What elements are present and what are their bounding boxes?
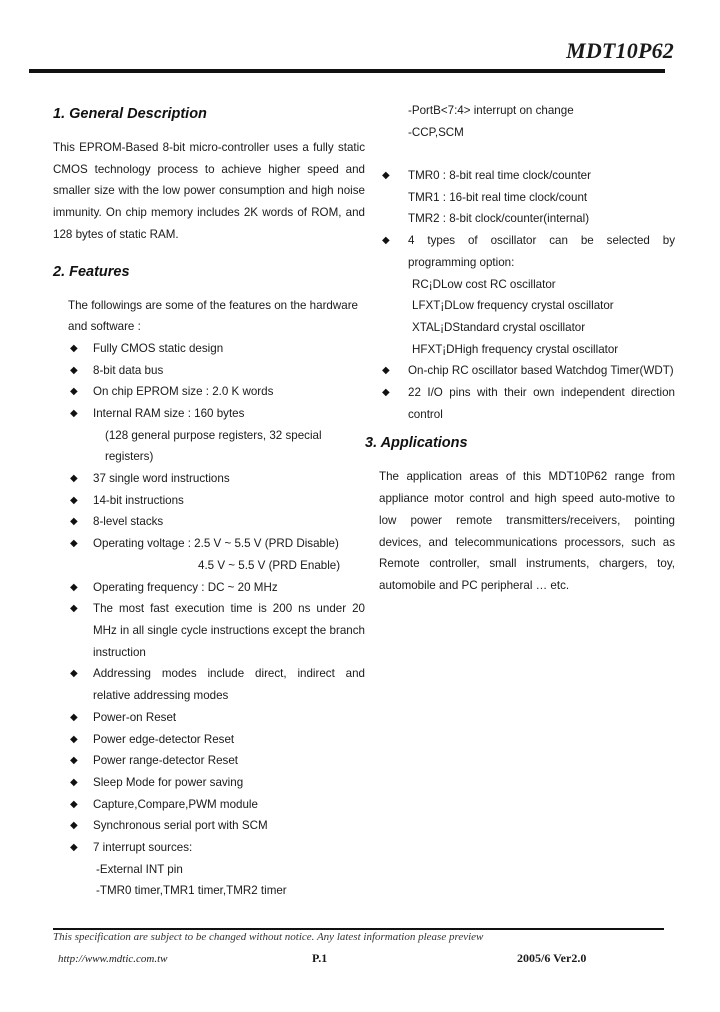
voltage-line2: 4.5 V ~ 5.5 V (PRD Enable) xyxy=(198,558,341,572)
feature-item: ◆ Synchronous serial port with SCM xyxy=(53,815,365,837)
feature-item: ◆ 8-bit data bus xyxy=(53,360,365,382)
interrupt-source: -PortB<7:4> interrupt on change xyxy=(408,104,574,117)
diamond-bullet-icon: ◆ xyxy=(70,603,78,615)
diamond-bullet-icon: ◆ xyxy=(70,342,78,354)
feature-item: ◆ Addressing modes include direct, indirect and relative addressing modes xyxy=(53,663,365,706)
feature-item: ◆ 7 interrupt sources: xyxy=(53,837,365,859)
ram-note-line1: (128 general purpose registers, 32 special xyxy=(105,428,322,442)
diamond-bullet-icon: ◆ xyxy=(70,408,78,419)
footer-url: http://www.mdtic.com.tw xyxy=(58,953,168,965)
feature-item: ◆ The most fast execution time is 200 ns under 20 MHz in all single cycle instructions except the branch instruction xyxy=(53,598,365,663)
diamond-bullet-icon: ◆ xyxy=(70,798,78,810)
diamond-bullet-icon: ◆ xyxy=(70,538,78,550)
diamond-bullet-icon: ◆ xyxy=(70,668,78,680)
diamond-bullet-icon: ◆ xyxy=(70,581,78,593)
feature-item: ◆ Power edge-detector Reset xyxy=(53,729,365,751)
footer-disclaimer: This specification are subject to be changed without notice. Any latest information please preview xyxy=(53,931,484,943)
feature-item: ◆ 4 types of oscillator can be selected by programming option: xyxy=(379,230,675,273)
diamond-bullet-icon: ◆ xyxy=(70,386,78,398)
header-rule xyxy=(29,69,665,73)
feature-item: ◆ Operating frequency : DC ~ 20 MHz xyxy=(53,577,365,599)
diamond-bullet-icon: ◆ xyxy=(70,842,78,854)
oscillator-option: RC¡DLow cost RC oscillator xyxy=(412,277,556,291)
feature-item: ◆ Power-on Reset xyxy=(53,707,365,729)
diamond-bullet-icon: ◆ xyxy=(70,755,78,767)
applications-paragraph: The application areas of this MDT10P62 range from appliance motor control and high speed auto-motive to low power remote transmitters/receivers, pointing devices, and telecommunications processors, such as Remote controller, small instruments, chargers, toy, automobile and PC peripheral … etc. xyxy=(379,470,675,592)
diamond-bullet-icon: ◆ xyxy=(70,776,78,788)
feature-item: ◆ Sleep Mode for power saving xyxy=(53,772,365,794)
applications-heading: 3. Applications xyxy=(365,435,468,452)
diamond-bullet-icon: ◆ xyxy=(382,235,390,247)
diamond-bullet-icon: ◆ xyxy=(382,365,390,377)
timer-line: TMR2 : 8-bit clock/counter(internal) xyxy=(408,212,590,226)
feature-item: ◆ Fully CMOS static design xyxy=(53,338,365,360)
diamond-bullet-icon: ◆ xyxy=(70,711,78,723)
features-intro-line2: and software : xyxy=(68,320,141,334)
oscillator-option: HFXT¡DHigh frequency crystal oscillator xyxy=(412,342,619,356)
document-title: MDT10P62 xyxy=(566,38,674,63)
feature-item: ◆ On chip EPROM size : 2.0 K words xyxy=(53,381,365,403)
footer-rule xyxy=(53,928,664,930)
feature-item: ◆ 37 single word instructions xyxy=(53,468,365,490)
oscillator-option: XTAL¡DStandard crystal oscillator xyxy=(412,320,586,334)
interrupt-source: -TMR0 timer,TMR1 timer,TMR2 timer xyxy=(96,884,287,898)
diamond-bullet-icon: ◆ xyxy=(70,820,78,832)
feature-item: ◆ Power range-detector Reset xyxy=(53,750,365,772)
feature-item: ◆ 22 I/O pins with their own independent direction control xyxy=(379,382,675,425)
diamond-bullet-icon: ◆ xyxy=(382,170,390,182)
oscillator-option: LFXT¡DLow frequency crystal oscillator xyxy=(412,299,614,313)
left-column xyxy=(53,100,365,902)
feature-item: ◆ TMR0 : 8-bit real time clock/counter xyxy=(379,165,675,187)
diamond-bullet-icon: ◆ xyxy=(70,516,78,528)
diamond-bullet-icon: ◆ xyxy=(382,387,390,398)
feature-item: ◆ 8-level stacks xyxy=(53,511,365,533)
diamond-bullet-icon: ◆ xyxy=(70,473,78,485)
feature-item: ◆ On-chip RC oscillator based Watchdog Timer(WDT) xyxy=(379,360,675,382)
general-description-heading: 1. General Description xyxy=(53,106,207,122)
features-heading: 2. Features xyxy=(53,263,130,280)
diamond-bullet-icon: ◆ xyxy=(70,494,78,506)
diamond-bullet-icon: ◆ xyxy=(70,733,78,745)
feature-item: ◆ 14-bit instructions xyxy=(53,490,365,512)
interrupt-source: -CCP,SCM xyxy=(408,125,464,139)
feature-item: ◆ Internal RAM size : 160 bytes xyxy=(53,403,365,425)
right-column xyxy=(365,100,675,597)
feature-item: ◆ Capture,Compare,PWM module xyxy=(53,794,365,816)
feature-item: ◆ Operating voltage : 2.5 V ~ 5.5 V (PRD Disable) xyxy=(53,533,365,555)
footer-date-version: 2005/6 Ver2.0 xyxy=(517,951,587,965)
footer-page-number: P.1 xyxy=(312,951,328,965)
interrupt-source: -External INT pin xyxy=(96,862,183,876)
diamond-bullet-icon: ◆ xyxy=(70,364,78,376)
timer-line: TMR1 : 16-bit real time clock/count xyxy=(408,190,588,204)
features-intro-line1: The followings are some of the features on the hardware xyxy=(68,298,359,312)
ram-note-line2: registers) xyxy=(105,450,154,464)
general-description-paragraph: This EPROM-Based 8-bit micro-controller uses a fully static CMOS technology process to achieve higher speed and smaller size with the low power consumption and high noise immunity. On chip memory includes 2K words of ROM, and 128 bytes of static RAM. xyxy=(53,141,365,241)
